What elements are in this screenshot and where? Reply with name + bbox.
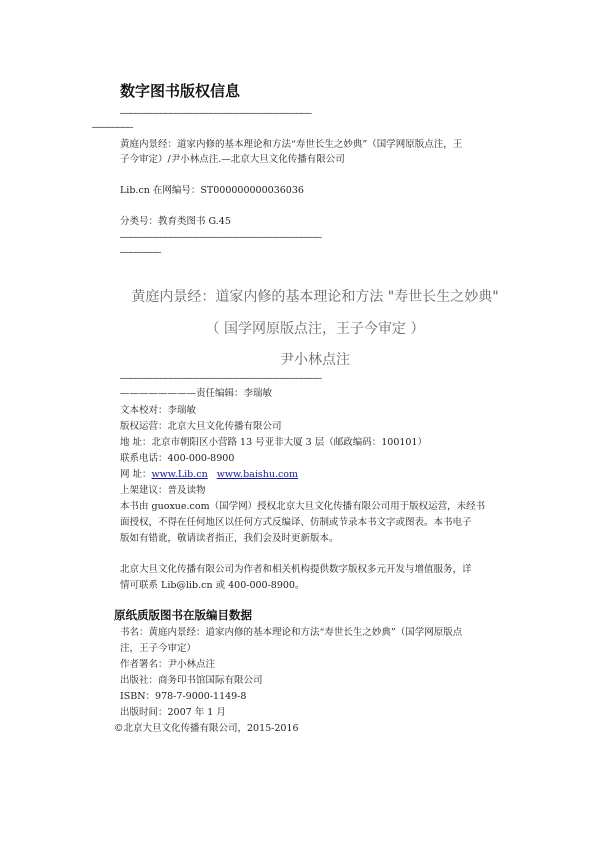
website-link-baishu[interactable]: www.baishu.com xyxy=(216,469,299,480)
service-line-1: 北京大旦文化传播有限公司为作者和相关机构提供数字版权多元开发与增值服务，详 xyxy=(120,564,472,575)
copyright-line-1: 黄庭内景经：道家内修的基本理论和方法“寿世长生之妙典”（国学网原版点注，王 xyxy=(120,139,463,150)
cip-author: 作者署名：尹小林点注 xyxy=(120,659,216,670)
contact-phone: 联系电话：400-000-8900 xyxy=(120,453,235,464)
divider-2: ———————————————————————————————————————— xyxy=(120,233,321,243)
cip-copyright: ©北京大旦文化传播有限公司，2015-2016 xyxy=(114,723,299,734)
authorization-line-2: 面授权，不得在任何地区以任何方式反编译、仿制或节录本书文字或图表。本书电子 xyxy=(120,517,472,528)
category-number: 分类号：教育类图书 G.45 xyxy=(120,216,231,227)
divider-1: —————————————————————————————————————— xyxy=(120,109,311,119)
cip-isbn: ISBN：978-7-9000-1149-8 xyxy=(120,691,247,702)
divider-1b: ———————— xyxy=(92,123,133,133)
copyright-line-2: 子今审定）/尹小林点注.—北京大旦文化传播有限公司 xyxy=(120,154,345,165)
authorization-line-3: 版如有错讹，敬请读者指正，我们会及时更新版本。 xyxy=(120,533,339,544)
authorization-line-1: 本书由 guoxue.com（国学网）授权北京大旦文化传播有限公司用于版权运营，未经书 xyxy=(120,501,486,512)
website-label: 网 址： xyxy=(120,469,152,480)
cip-title: 原纸质版图书在版编目数据 xyxy=(114,608,252,622)
copyright-operator: 版权运营：北京大旦文化传播有限公司 xyxy=(120,421,282,432)
address: 地 址：北京市朝阳区小营路 13 号亚非大厦 3 层（邮政编码：100101） xyxy=(120,437,427,448)
cip-publish-date: 出版时间：2007 年 1 月 xyxy=(120,707,226,718)
service-line-2: 情可联系 Lib@lib.cn 或 400-000-8900。 xyxy=(120,580,305,591)
divider-2b: ———————— xyxy=(120,248,161,258)
book-author: 尹小林点注 xyxy=(280,352,350,368)
lib-number: Lib.cn 在网编号：ST000000000036036 xyxy=(120,185,304,196)
book-main-title: 黄庭内景经：道家内修的基本理论和方法 "寿世长生之妙典" xyxy=(131,289,499,305)
page-title: 数字图书版权信息 xyxy=(120,82,241,100)
text-proofreader: 文本校对：李瑞敏 xyxy=(120,405,197,416)
cip-book-line-2: 注，王子今审定） xyxy=(120,643,197,654)
responsible-editor: ————————责任编辑：李瑞敏 xyxy=(120,388,273,399)
book-subtitle: （ 国学网原版点注，王子今审定 ） xyxy=(205,321,425,337)
cip-book-line-1: 书名：黄庭内景经：道家内修的基本理论和方法“寿世长生之妙典”（国学网原版点 xyxy=(120,627,463,638)
website-link-lib[interactable]: www.Lib.cn xyxy=(151,469,208,480)
shelving-suggestion: 上架建议：普及读物 xyxy=(120,485,206,496)
divider-3: ———————————————————————————————————————— xyxy=(120,374,321,384)
website-row xyxy=(120,467,298,483)
cip-publisher: 出版社：商务印书馆国际有限公司 xyxy=(120,675,263,686)
